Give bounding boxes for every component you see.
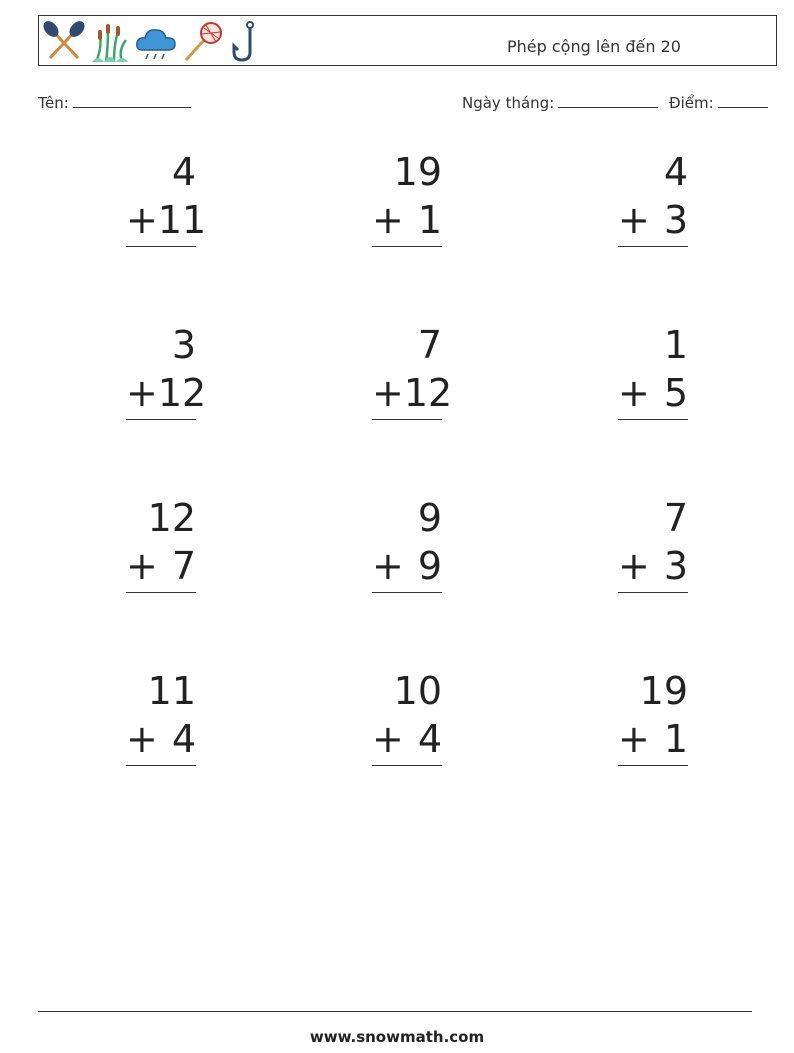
addition-problem bbox=[372, 494, 442, 593]
top-number: 9 bbox=[417, 496, 442, 540]
bottom-number: 1 bbox=[663, 717, 688, 761]
top-number: 19 bbox=[393, 150, 442, 194]
top-number: 7 bbox=[417, 323, 442, 367]
addition-problem bbox=[618, 321, 688, 420]
plus-sign: + bbox=[126, 544, 158, 588]
sum-line bbox=[372, 765, 442, 766]
sum-line bbox=[618, 592, 688, 593]
fishing-net-icon bbox=[180, 20, 224, 64]
plus-sign: + bbox=[618, 371, 650, 415]
addition-problem bbox=[372, 321, 453, 420]
bottom-number: 3 bbox=[663, 544, 688, 588]
bottom-number: 11 bbox=[157, 198, 207, 242]
plus-sign: + bbox=[372, 717, 404, 761]
worksheet-title: Phép cộng lên đến 20 bbox=[507, 37, 681, 56]
sum-line bbox=[618, 419, 688, 420]
cattail-reeds-icon bbox=[88, 20, 132, 64]
plus-sign: + bbox=[126, 371, 158, 415]
date-blank[interactable] bbox=[558, 93, 658, 108]
bottom-number: 9 bbox=[417, 544, 442, 588]
sum-line bbox=[618, 765, 688, 766]
footer-divider bbox=[38, 1011, 752, 1012]
sum-line bbox=[372, 419, 442, 420]
bottom-number: 1 bbox=[417, 198, 442, 242]
rain-cloud-icon bbox=[134, 20, 178, 64]
plus-sign: + bbox=[372, 371, 404, 415]
sum-line bbox=[126, 592, 196, 593]
addition-problem bbox=[126, 667, 196, 766]
addition-problem bbox=[126, 148, 207, 247]
date-field bbox=[462, 93, 658, 112]
addition-problem bbox=[126, 321, 207, 420]
sum-line bbox=[372, 592, 442, 593]
bottom-number: 4 bbox=[417, 717, 442, 761]
addition-problem bbox=[618, 148, 688, 247]
sum-line bbox=[126, 765, 196, 766]
fish-hook-icon bbox=[226, 20, 270, 64]
sum-line bbox=[618, 246, 688, 247]
plus-sign: + bbox=[126, 717, 158, 761]
paddles-icon bbox=[42, 20, 86, 64]
name-label: Tên: bbox=[38, 94, 69, 112]
top-number: 11 bbox=[147, 669, 196, 713]
bottom-number: 12 bbox=[157, 371, 207, 415]
score-field bbox=[669, 93, 768, 112]
plus-sign: + bbox=[618, 717, 650, 761]
top-number: 7 bbox=[663, 496, 688, 540]
addition-problem bbox=[618, 494, 688, 593]
top-number: 19 bbox=[639, 669, 688, 713]
top-number: 4 bbox=[663, 150, 688, 194]
name-blank[interactable] bbox=[73, 93, 191, 108]
score-label: Điểm: bbox=[669, 94, 714, 112]
bottom-number: 7 bbox=[171, 544, 196, 588]
plus-sign: + bbox=[618, 198, 650, 242]
bottom-number: 5 bbox=[663, 371, 688, 415]
top-number: 4 bbox=[171, 150, 196, 194]
top-number: 12 bbox=[147, 496, 196, 540]
top-number: 1 bbox=[663, 323, 688, 367]
addition-problem bbox=[372, 667, 442, 766]
header-icons bbox=[42, 20, 270, 64]
sum-line bbox=[372, 246, 442, 247]
footer-site: www.snowmath.com bbox=[309, 1028, 485, 1046]
sum-line bbox=[126, 246, 196, 247]
name-field bbox=[38, 93, 191, 112]
plus-sign: + bbox=[618, 544, 650, 588]
bottom-number: 4 bbox=[171, 717, 196, 761]
bottom-number: 3 bbox=[663, 198, 688, 242]
addition-problem bbox=[618, 667, 688, 766]
plus-sign: + bbox=[372, 198, 404, 242]
header-box bbox=[38, 15, 777, 66]
plus-sign: + bbox=[372, 544, 404, 588]
top-number: 3 bbox=[171, 323, 196, 367]
sum-line bbox=[126, 419, 196, 420]
addition-problem bbox=[372, 148, 442, 247]
top-number: 10 bbox=[393, 669, 442, 713]
date-label: Ngày tháng: bbox=[462, 94, 555, 112]
plus-sign: + bbox=[126, 198, 158, 242]
bottom-number: 12 bbox=[403, 371, 453, 415]
score-blank[interactable] bbox=[718, 93, 768, 108]
addition-problem bbox=[126, 494, 196, 593]
